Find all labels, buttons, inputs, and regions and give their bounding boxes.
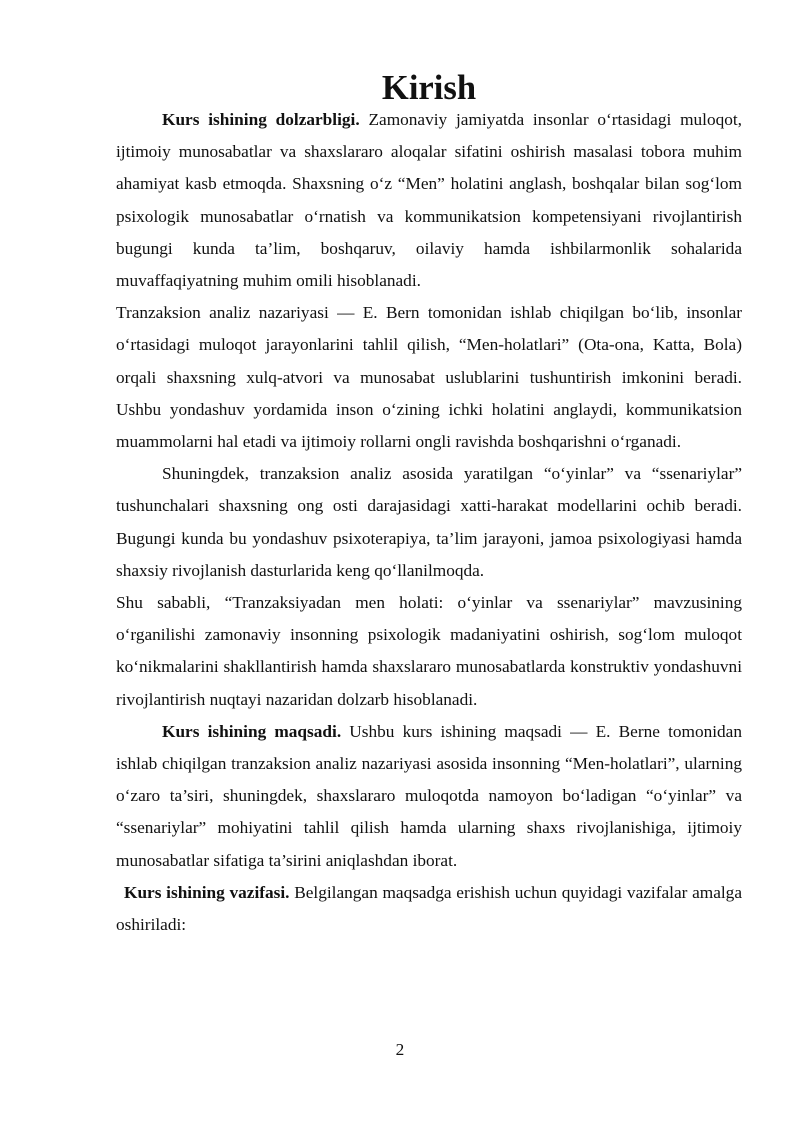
paragraph-lead: Kurs ishining maqsadi. bbox=[162, 721, 342, 741]
paragraph-text: Zamonaviy jamiyatda insonlar o‘rtasidagi muloqot, ijtimoiy munosabatlar va shaxslararo aloqalar sifatini oshirish masalasi tobora muhim ahamiyat kasb etmoqda. Shaxsning o‘z “Men” holatini anglash, boshqalar bilan sog‘lom psixologik munosabatlar o‘rnatish va kommunikatsion kompetensiyani rivojlantirish bugungi kunda ta’lim, boshqaruv, oilaviy hamda ishbilarmonlik sohalarida muvaffaqiyatning muhim omili hisoblanadi. bbox=[116, 110, 743, 291]
paragraph-text: Tranzaksion analiz nazariyasi — E. Bern tomonidan ishlab chiqilgan bo‘lib, insonlar o‘rtasidagi muloqot jarayonlarini tahlil qilish, “Men-holatlari” (Ota-ona, Katta, Bola) orqali shaxsning xulq-atvori va munosabat uslublarini tushuntirish imkonini beradi. Ushbu yondashuv yordamida inson o‘zining ichki holatini anglaydi, kommunikatsion muammolarni hal etadi va ijtimoiy rollarni ongli ravishda boshqarishni o‘rganadi. bbox=[116, 303, 742, 452]
paragraph-text: Ushbu kurs ishining maqsadi — E. Berne tomonidan ishlab chiqilgan tranzaksion analiz nazariyasi asosida insonning “Men-holatlari”, ularning o‘zaro ta’siri, shuningdek, shaxslararo muloqotda namoyon bo‘ladigan “o‘yinlar” va “ssenariylar” mohiyatini tahlil qilish hamda ularning shaxs rivojlanishiga, ijtimoiy munosabatlar sifatiga ta’sirini aniqlashdan iborat. bbox=[116, 721, 742, 870]
paragraph-games-scripts bbox=[116, 458, 742, 587]
page-number: 2 bbox=[395, 1040, 405, 1059]
section-title: Kirish bbox=[381, 69, 477, 107]
page-content bbox=[116, 69, 743, 941]
paragraph-goal bbox=[116, 716, 742, 877]
paragraph-text: Shu sababli, “Tranzaksiyadan men holati: o‘yinlar va ssenariylar” mavzusining o‘rganilishi zamonaviy insonning psixologik madaniyatini oshirish, sog‘lom muloqot ko‘nikmalarini shakllantirish hamda shaxslararo munosabatlarda konstruktiv yondashuvni rivojlantirish nuqtayi nazaridan dolzarb hisoblanadi. bbox=[116, 593, 742, 709]
paragraph-lead: Kurs ishining vazifasi. bbox=[124, 882, 290, 902]
paragraph-relevance bbox=[116, 104, 742, 297]
paragraph-text: Belgilangan maqsadga erishish uchun quyidagi vazifalar amalga oshiriladi: bbox=[116, 882, 742, 935]
paragraph-transactional-analysis bbox=[116, 297, 742, 458]
paragraph-therefore bbox=[116, 587, 742, 716]
paragraph-tasks bbox=[116, 877, 742, 941]
paragraph-lead: Kurs ishining dolzarbligi. bbox=[162, 110, 360, 129]
paragraph-text: Shuningdek, tranzaksion analiz asosida yaratilgan “o‘yinlar” va “ssenariylar” tushunchalari shaxsning ong osti darajasidagi xatti-harakat modellarini ochib beradi. Bugungi kunda bu yondashuv psixoterapiya, ta’lim jarayoni, jamoa psixologiyasi hamda shaxsiy rivojlanish dasturlarida keng qo‘llanilmoqda. bbox=[116, 464, 742, 580]
